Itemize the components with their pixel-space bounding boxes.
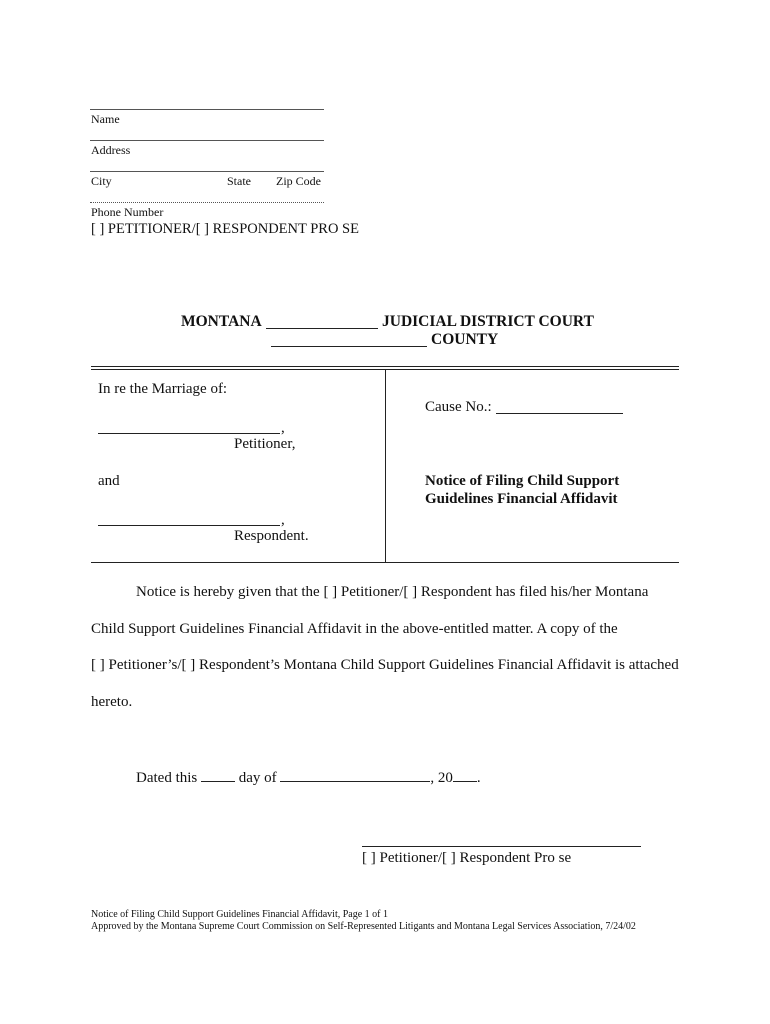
court-state: MONTANA <box>181 313 262 330</box>
and-label: and <box>98 473 120 489</box>
year-blank[interactable] <box>453 767 477 782</box>
name-line[interactable] <box>90 109 324 110</box>
dated-line <box>136 767 481 787</box>
address-line[interactable] <box>90 140 324 141</box>
respondent-name-blank[interactable] <box>98 525 280 526</box>
signature-line[interactable] <box>362 846 641 847</box>
body-line-2: Child Support Guidelines Financial Affidavit in the above-entitled matter. A copy of the <box>91 621 618 637</box>
court-county: COUNTY <box>431 331 499 348</box>
year-prefix: , 20 <box>430 770 453 786</box>
caption-bottom-rule <box>91 562 679 563</box>
dated-prefix: Dated this <box>136 770 198 786</box>
document-title-line2: Guidelines Financial Affidavit <box>425 491 618 507</box>
footer-line-1: Notice of Filing Child Support Guidelines Financial Affidavit, Page 1 of 1 <box>91 909 389 920</box>
cause-no-blank[interactable] <box>496 413 623 414</box>
cause-no-label: Cause No.: <box>425 399 492 415</box>
document-title-line1: Notice of Filing Child Support <box>425 473 620 489</box>
petitioner-name-blank[interactable] <box>98 433 280 434</box>
city-label: City <box>91 174 112 188</box>
body-line-1: Notice is hereby given that the [ ] Petitioner/[ ] Respondent has filed his/her Montana <box>136 584 649 600</box>
city-state-zip-line[interactable] <box>90 171 324 172</box>
address-label: Address <box>91 143 131 157</box>
name-label: Name <box>91 112 120 126</box>
party-line: [ ] PETITIONER/[ ] RESPONDENT PRO SE <box>91 221 359 237</box>
day-blank[interactable] <box>201 767 235 782</box>
county-name-blank[interactable] <box>271 346 427 347</box>
caption-top-rule-1 <box>91 366 679 367</box>
petitioner-comma: , <box>281 420 285 436</box>
signature-label: [ ] Petitioner/[ ] Respondent Pro se <box>362 850 572 866</box>
zip-label: Zip Code <box>276 174 321 188</box>
court-district: JUDICIAL DISTRICT COURT <box>382 313 594 330</box>
phone-label: Phone Number <box>91 205 164 219</box>
month-blank[interactable] <box>280 767 430 782</box>
caption-divider <box>385 370 386 562</box>
phone-line[interactable] <box>90 202 324 203</box>
footer-line-2: Approved by the Montana Supreme Court Commission on Self-Represented Litigants and Montana Legal Services Association, 7/24/02 <box>91 921 636 932</box>
body-line-3: [ ] Petitioner’s/[ ] Respondent’s Montana Child Support Guidelines Financial Affidavit is attached <box>91 657 679 673</box>
respondent-label: Respondent. <box>234 528 309 544</box>
state-label: State <box>227 174 251 188</box>
day-of-label: day of <box>238 770 277 786</box>
respondent-comma: , <box>281 512 285 528</box>
in-re-label: In re the Marriage of: <box>98 381 228 397</box>
petitioner-label: Petitioner, <box>234 436 296 452</box>
body-line-4: hereto. <box>91 694 133 710</box>
district-number-blank[interactable] <box>266 328 378 329</box>
dated-end: . <box>476 770 481 786</box>
